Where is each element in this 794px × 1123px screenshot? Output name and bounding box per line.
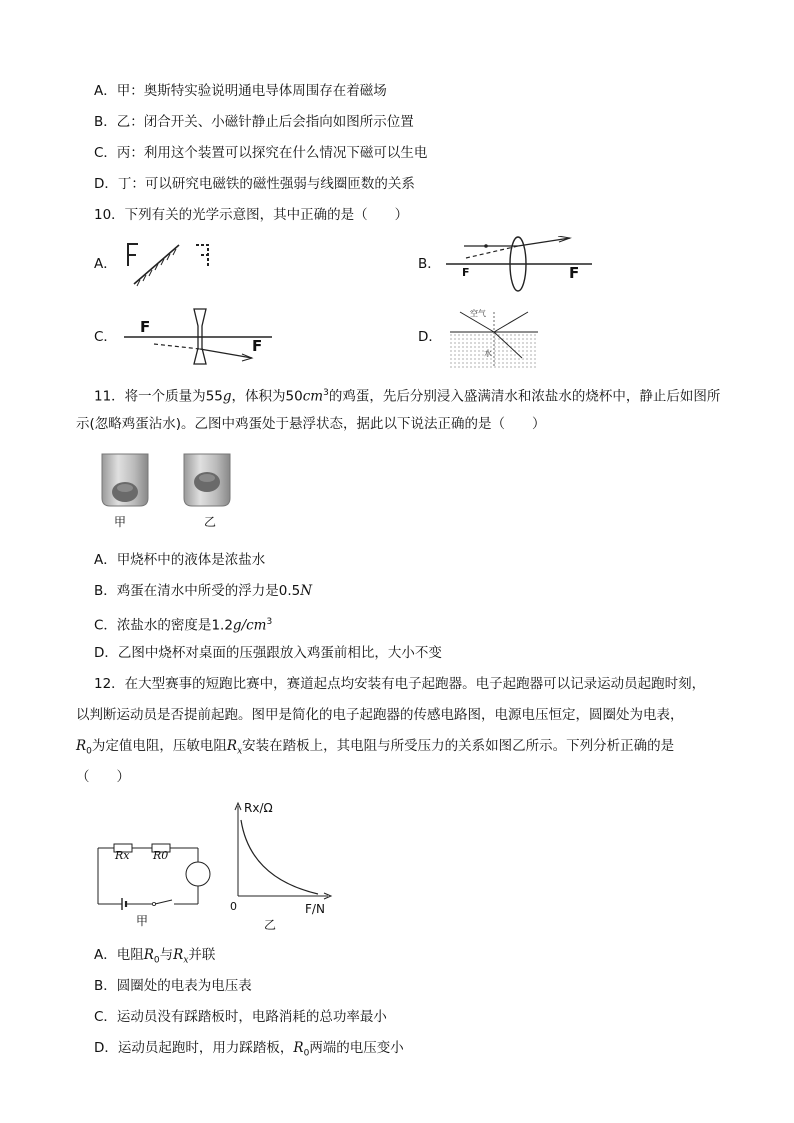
q12-option-a: A．电阻$R_0$与$R_x$并联: [94, 947, 216, 966]
q12-graph-caption: 乙: [264, 918, 277, 932]
q10-figure-a-mirror: [124, 240, 224, 290]
q10-figure-c-f-left: F: [140, 318, 151, 336]
q11-option-c: C．浓盐水的密度是$1.2g/cm^3$: [94, 617, 273, 634]
q10-option-c-label: C．: [94, 329, 117, 345]
q12-stem-line-1: 12．在大型赛事的短跑比赛中，赛道起点均安装有电子起跑器。电子起跑器可以记录运动员起跑时刻，: [94, 676, 706, 692]
q10-figure-d-water-label: 水: [484, 349, 492, 358]
q11-option-d: D．乙图中烧杯对桌面的压强跟放入鸡蛋前相比，大小不变: [94, 645, 442, 661]
q10-figure-c-concave-lens: [124, 306, 274, 366]
q12-stem-line-2: 以判断运动员是否提前起跑。图甲是简化的电子起跑器的传感电路图，电源电压恒定，圆圈处为电表，: [76, 707, 684, 723]
q11-stem-line-1: 11．将一个质量为55g，体积为$50cm^3$的鸡蛋，先后分别浸入盛满清水和浓盐水的烧杯中，静止后如图所: [94, 388, 721, 405]
q12-graph-ylabel: Rx/Ω: [244, 801, 273, 815]
q9-option-c: C．丙：利用这个装置可以探究在什么情况下磁可以生电: [94, 145, 428, 161]
q10-stem: 10．下列有关的光学示意图，其中正确的是（ ）: [94, 207, 409, 223]
q10-figure-b-f-left: F: [462, 266, 470, 279]
q12-option-c: C．运动员没有踩踏板时，电路消耗的总功率最小: [94, 1009, 387, 1025]
q10-figure-c-f-right: F: [252, 337, 263, 355]
q11-stem-line-2: 示(忽略鸡蛋沾水)。乙图中鸡蛋处于悬浮状态，据此以下说法正确的是（ ）: [76, 416, 546, 432]
q12-option-d: D．运动员起跑时，用力踩踏板，$R_0$两端的电压变小: [94, 1040, 404, 1059]
q9-option-a: A．甲：奥斯特实验说明通电导体周围存在着磁场: [94, 83, 387, 99]
q11-figure-beakers: [96, 450, 246, 510]
q10-option-d-label: D．: [418, 329, 442, 345]
q11-option-b: B．鸡蛋在清水中所受的浮力是0.5N: [94, 583, 313, 599]
q10-figure-b-f-right: F: [569, 264, 580, 282]
q12-circuit-label-r0: R0: [153, 849, 169, 862]
q11-figure-label-yi: 乙: [204, 515, 217, 529]
q9-option-b: B．乙：闭合开关、小磁针静止后会指向如图所示位置: [94, 114, 414, 130]
q12-graph-rx-vs-f: [228, 800, 338, 902]
q11-figure-label-jia: 甲: [114, 515, 127, 529]
q12-option-b: B．圆圈处的电表为电压表: [94, 978, 252, 994]
q12-graph-xlabel: F/N: [305, 902, 325, 916]
q12-graph-origin: 0: [230, 900, 237, 913]
q12-circuit-caption: 甲: [136, 914, 149, 928]
q12-circuit-label-rx: Rx: [115, 849, 130, 862]
q10-figure-d-air-label: 空气: [470, 309, 486, 318]
q11-option-a: A．甲烧杯中的液体是浓盐水: [94, 552, 266, 568]
q10-option-b-label: B．: [418, 256, 441, 272]
q10-option-a-label: A．: [94, 256, 117, 272]
q10-figure-d-refraction: [450, 306, 540, 370]
q9-option-d: D．丁：可以研究电磁铁的磁性强弱与线圈匝数的关系: [94, 176, 415, 192]
q12-stem-line-4: （ ）: [76, 769, 130, 785]
q12-stem-line-3: $R_0$为定值电阻，压敏电阻$R_x$安装在踏板上，其电阻与所受压力的关系如图乙所示。下列分析正确的是: [76, 738, 675, 757]
